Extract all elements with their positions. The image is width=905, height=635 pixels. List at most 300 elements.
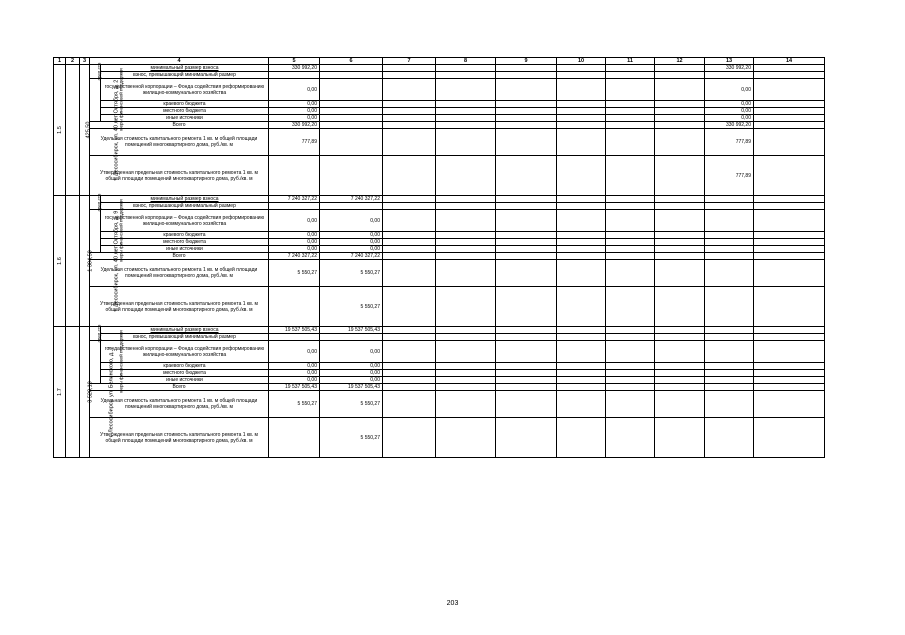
value-cell (557, 341, 606, 363)
value-cell (655, 327, 705, 334)
value-cell: 777,89 (705, 156, 754, 196)
value-cell (383, 239, 436, 246)
value-cell (269, 203, 320, 210)
value-cell: 5 550,27 (320, 418, 383, 458)
value-cell (606, 239, 655, 246)
value-cell (705, 253, 754, 260)
row-label: краевого бюджета (101, 232, 269, 239)
document-sheet (53, 57, 824, 458)
value-cell (269, 72, 320, 79)
value-cell (557, 210, 606, 232)
value-cell (754, 253, 825, 260)
house-address: г. Лесосибирск, ул. Белинского, д. 7 (108, 346, 115, 438)
value-cell (655, 334, 705, 341)
value-cell: 0,00 (269, 239, 320, 246)
value-cell (383, 377, 436, 384)
value-cell (496, 391, 557, 418)
value-cell (655, 384, 705, 391)
value-cell (655, 129, 705, 156)
value-cell (383, 287, 436, 327)
value-cell (705, 377, 754, 384)
value-cell (655, 196, 705, 203)
house-address: г. Лесосибирск, ул. 40 лет Октября, д. 9 (113, 210, 120, 312)
value-cell (557, 253, 606, 260)
value-cell (557, 377, 606, 384)
value-cell (705, 370, 754, 377)
value-cell: 7 240 327,22 (269, 253, 320, 260)
value-cell: 5 550,27 (320, 260, 383, 287)
value-cell (436, 363, 496, 370)
value-cell (383, 156, 436, 196)
value-cell (557, 156, 606, 196)
value-cell (320, 156, 383, 196)
value-cell (754, 115, 825, 122)
value-cell (655, 370, 705, 377)
table-row (54, 101, 825, 108)
value-cell (655, 108, 705, 115)
table-row (54, 384, 825, 391)
value-cell (436, 287, 496, 327)
value-cell (496, 108, 557, 115)
value-cell (655, 101, 705, 108)
value-cell (754, 418, 825, 458)
value-cell (754, 287, 825, 327)
value-cell (383, 210, 436, 232)
value-cell (383, 246, 436, 253)
value-cell (557, 334, 606, 341)
value-cell (436, 115, 496, 122)
value-cell (606, 334, 655, 341)
value-cell (496, 115, 557, 122)
value-cell (606, 370, 655, 377)
value-cell (606, 253, 655, 260)
value-cell (655, 260, 705, 287)
value-cell (383, 370, 436, 377)
value-cell (436, 370, 496, 377)
header-cell: 5 (269, 58, 320, 65)
value-cell (705, 260, 754, 287)
table-row (54, 232, 825, 239)
value-cell (754, 79, 825, 101)
value-cell: 330 992,20 (705, 65, 754, 72)
value-cell (557, 79, 606, 101)
value-cell (655, 122, 705, 129)
value-cell (655, 65, 705, 72)
value-cell: 0,00 (705, 115, 754, 122)
value-cell (754, 65, 825, 72)
value-cell: 0,00 (269, 363, 320, 370)
value-cell (606, 122, 655, 129)
value-cell: 7 240 327,22 (269, 196, 320, 203)
value-cell (383, 115, 436, 122)
value-cell: 0,00 (320, 232, 383, 239)
value-cell: 0,00 (705, 108, 754, 115)
value-cell (557, 115, 606, 122)
row-number-cell (54, 65, 66, 196)
value-cell (754, 341, 825, 363)
value-cell (754, 384, 825, 391)
value-cell: 0,00 (269, 246, 320, 253)
value-cell (383, 232, 436, 239)
value-cell: 19 537 505,43 (269, 327, 320, 334)
value-cell: 0,00 (269, 232, 320, 239)
value-cell (436, 156, 496, 196)
value-cell: 0,00 (705, 101, 754, 108)
value-cell (557, 196, 606, 203)
value-cell (320, 108, 383, 115)
value-cell (436, 384, 496, 391)
value-cell (754, 196, 825, 203)
value-cell (705, 391, 754, 418)
value-cell: 0,00 (269, 79, 320, 101)
value-cell (754, 129, 825, 156)
value-cell (436, 327, 496, 334)
value-cell (436, 72, 496, 79)
value-cell (496, 260, 557, 287)
value-cell (383, 108, 436, 115)
value-cell (557, 232, 606, 239)
value-cell (606, 232, 655, 239)
value-cell (383, 196, 436, 203)
value-cell (606, 384, 655, 391)
table-row (54, 210, 825, 232)
value-cell (383, 122, 436, 129)
value-cell (496, 327, 557, 334)
value-cell (436, 253, 496, 260)
value-cell (436, 203, 496, 210)
value-cell: 330 992,20 (269, 65, 320, 72)
house-area: 1 304,50 (87, 250, 94, 272)
value-cell (320, 65, 383, 72)
value-cell (705, 232, 754, 239)
table-row (54, 253, 825, 260)
area-cell (80, 65, 90, 196)
value-cell (436, 377, 496, 384)
row-label: местного бюджета (101, 239, 269, 246)
row-label: Утвержденная предельная стоимость капитального ремонта 1 кв. м общей площади помещений многоквартирного дома, руб./кв. м (90, 287, 269, 327)
value-cell (557, 327, 606, 334)
fin-support-label: меры финансовой поддержки (118, 68, 124, 131)
value-cell (557, 72, 606, 79)
value-cell (436, 101, 496, 108)
value-cell (606, 418, 655, 458)
value-cell (383, 101, 436, 108)
value-cell (320, 72, 383, 79)
value-cell: 19 537 505,43 (320, 384, 383, 391)
area-cell (80, 327, 94, 458)
value-cell (383, 253, 436, 260)
value-cell (383, 79, 436, 101)
value-cell (436, 196, 496, 203)
value-cell (320, 129, 383, 156)
value-cell: 0,00 (269, 108, 320, 115)
table-row (54, 418, 825, 458)
value-cell: 0,00 (320, 370, 383, 377)
value-cell (606, 391, 655, 418)
owner-funds-label: сред ств (96, 193, 102, 211)
value-cell (496, 156, 557, 196)
fin-support-label: меры финансовой поддержки (118, 330, 124, 393)
row-number: 1.6 (56, 257, 63, 265)
value-cell: 7 240 327,22 (320, 253, 383, 260)
header-cell: 9 (496, 58, 557, 65)
value-cell (557, 101, 606, 108)
area-cell (80, 196, 94, 327)
value-cell (754, 246, 825, 253)
value-cell (557, 391, 606, 418)
table-row (54, 65, 825, 72)
value-cell: 0,00 (320, 239, 383, 246)
table-row (54, 246, 825, 253)
row-label: минимальный размер взноса (101, 65, 269, 72)
value-cell (436, 246, 496, 253)
value-cell (320, 101, 383, 108)
table-row (54, 334, 825, 341)
value-cell (436, 122, 496, 129)
value-cell (606, 203, 655, 210)
table-row (54, 370, 825, 377)
value-cell (705, 203, 754, 210)
value-cell (269, 156, 320, 196)
value-cell (655, 210, 705, 232)
value-cell (705, 384, 754, 391)
owner-funds-label: сред ств (96, 324, 102, 342)
value-cell: 0,00 (269, 377, 320, 384)
value-cell (655, 391, 705, 418)
value-cell: 0,00 (320, 377, 383, 384)
row-label: иные источники (101, 246, 269, 253)
value-cell (655, 232, 705, 239)
value-cell (436, 210, 496, 232)
value-cell (705, 327, 754, 334)
value-cell (606, 341, 655, 363)
value-cell (383, 391, 436, 418)
value-cell (496, 196, 557, 203)
row-label: Всего (90, 122, 269, 129)
row-label: Утвержденная предельная стоимость капитального ремонта 1 кв. м общей площади помещений многоквартирного дома, руб./кв. м (90, 156, 269, 196)
house-area: 3 520,10 (87, 381, 94, 403)
value-cell (655, 341, 705, 363)
table-row (54, 327, 825, 334)
header-cell: 13 (705, 58, 754, 65)
table-row (54, 341, 825, 363)
value-cell (754, 156, 825, 196)
value-cell (436, 391, 496, 418)
value-cell (383, 363, 436, 370)
value-cell (383, 129, 436, 156)
table-row (54, 239, 825, 246)
value-cell (383, 260, 436, 287)
row-label: Удельная стоимость капитального ремонта 1 кв. м общей площади помещений многоквартирного дома, руб./кв. м (90, 391, 269, 418)
value-cell (655, 156, 705, 196)
value-cell: 0,00 (269, 101, 320, 108)
value-cell (436, 79, 496, 101)
value-cell (655, 79, 705, 101)
value-cell (557, 239, 606, 246)
value-cell (496, 246, 557, 253)
value-cell: 0,00 (269, 370, 320, 377)
value-cell (496, 377, 557, 384)
value-cell: 5 550,27 (269, 391, 320, 418)
value-cell (754, 108, 825, 115)
table-body (54, 58, 825, 458)
value-cell (383, 418, 436, 458)
value-cell (606, 129, 655, 156)
value-cell (606, 327, 655, 334)
value-cell (606, 260, 655, 287)
value-cell: 19 537 505,43 (269, 384, 320, 391)
row-label: взнос, превышающий минимальный размер (101, 203, 269, 210)
value-cell (606, 196, 655, 203)
value-cell (705, 210, 754, 232)
header-cell: 1 (54, 58, 66, 65)
value-cell (496, 363, 557, 370)
header-cell: 11 (606, 58, 655, 65)
value-cell: 330 992,20 (269, 122, 320, 129)
value-cell (754, 122, 825, 129)
table-row (54, 260, 825, 287)
header-row (54, 58, 825, 65)
value-cell (557, 108, 606, 115)
table-row (54, 108, 825, 115)
value-cell: 330 992,20 (705, 122, 754, 129)
value-cell (436, 239, 496, 246)
value-cell (754, 232, 825, 239)
value-cell (557, 65, 606, 72)
header-cell: 6 (320, 58, 383, 65)
value-cell (436, 341, 496, 363)
row-label: взнос, превышающий минимальный размер (101, 72, 269, 79)
table-row (54, 391, 825, 418)
row-label: государственной корпорации – Фонда содействия реформированию жилищно-коммунального хозяйства (101, 79, 269, 101)
row-number-cell (54, 327, 66, 458)
value-cell (655, 287, 705, 327)
row-label: местного бюджета (101, 108, 269, 115)
row-label: государственной корпорации – Фонда содействия реформированию жилищно-коммунального хозяйства (101, 210, 269, 232)
header-cell: 2 (66, 58, 80, 65)
value-cell (606, 72, 655, 79)
value-cell (557, 122, 606, 129)
value-cell (754, 239, 825, 246)
value-cell (705, 334, 754, 341)
value-cell (496, 101, 557, 108)
value-cell (496, 239, 557, 246)
house-address: г. Лесосибирск, ул. 40 лет Октября, д. 2 (113, 79, 120, 181)
table-row (54, 287, 825, 327)
value-cell: 0,00 (269, 341, 320, 363)
value-cell: 0,00 (705, 79, 754, 101)
value-cell (383, 65, 436, 72)
value-cell (383, 327, 436, 334)
value-cell (606, 377, 655, 384)
value-cell: 0,00 (320, 363, 383, 370)
value-cell (705, 363, 754, 370)
value-cell (557, 246, 606, 253)
value-cell (606, 79, 655, 101)
fin-support-label: меры финансовой поддержки (118, 199, 124, 262)
value-cell (557, 287, 606, 327)
value-cell: 0,00 (269, 115, 320, 122)
row-label: местного бюджета (101, 370, 269, 377)
value-cell (496, 79, 557, 101)
house-area: 425,50 (85, 121, 92, 139)
value-cell (383, 203, 436, 210)
value-cell (496, 334, 557, 341)
owner-funds-cell (90, 324, 102, 342)
value-cell (496, 65, 557, 72)
value-cell (705, 246, 754, 253)
row-label: взнос, превышающий минимальный размер (101, 334, 269, 341)
value-cell (436, 65, 496, 72)
value-cell (705, 196, 754, 203)
table-row (54, 156, 825, 196)
value-cell (320, 122, 383, 129)
value-cell (436, 232, 496, 239)
row-label: Удельная стоимость капитального ремонта 1 кв. м общей площади помещений многоквартирного дома, руб./кв. м (90, 129, 269, 156)
row-label: краевого бюджета (101, 101, 269, 108)
table-row (54, 196, 825, 203)
value-cell: 0,00 (269, 210, 320, 232)
value-cell (496, 210, 557, 232)
value-cell: 0,00 (320, 246, 383, 253)
owner-funds-cell (90, 193, 102, 211)
value-cell (705, 72, 754, 79)
table-row (54, 115, 825, 122)
value-cell: 19 537 505,43 (320, 327, 383, 334)
row-label: Всего (90, 384, 269, 391)
value-cell: 0,00 (320, 341, 383, 363)
value-cell: 7 240 327,22 (320, 196, 383, 203)
value-cell (557, 384, 606, 391)
row-label: иные источники (101, 377, 269, 384)
row-number-cell (54, 196, 66, 327)
value-cell (557, 418, 606, 458)
row-label: Удельная стоимость капитального ремонта 1 кв. м общей площади помещений многоквартирного дома, руб./кв. м (90, 260, 269, 287)
row-number: 1.7 (56, 388, 63, 396)
row-number: 1.5 (56, 126, 63, 134)
capital-repair-table (53, 57, 825, 458)
value-cell (754, 334, 825, 341)
value-cell (436, 418, 496, 458)
value-cell: 5 550,27 (269, 260, 320, 287)
table-row (54, 377, 825, 384)
table-row (54, 363, 825, 370)
table-row (54, 79, 825, 101)
value-cell (496, 418, 557, 458)
value-cell (320, 79, 383, 101)
value-cell: 777,89 (705, 129, 754, 156)
value-cell (606, 246, 655, 253)
value-cell: 5 550,27 (320, 391, 383, 418)
value-cell (436, 108, 496, 115)
table-row (54, 72, 825, 79)
value-cell (754, 327, 825, 334)
page-number: 203 (446, 600, 459, 607)
value-cell (496, 129, 557, 156)
value-cell (754, 210, 825, 232)
value-cell (754, 363, 825, 370)
row-label: краевого бюджета (101, 363, 269, 370)
value-cell (705, 418, 754, 458)
value-cell: 777,89 (269, 129, 320, 156)
row-label: Всего (90, 253, 269, 260)
value-cell (496, 232, 557, 239)
value-cell (436, 260, 496, 287)
value-cell (754, 260, 825, 287)
value-cell (655, 253, 705, 260)
value-cell (606, 115, 655, 122)
header-cell: 3 (80, 58, 90, 65)
